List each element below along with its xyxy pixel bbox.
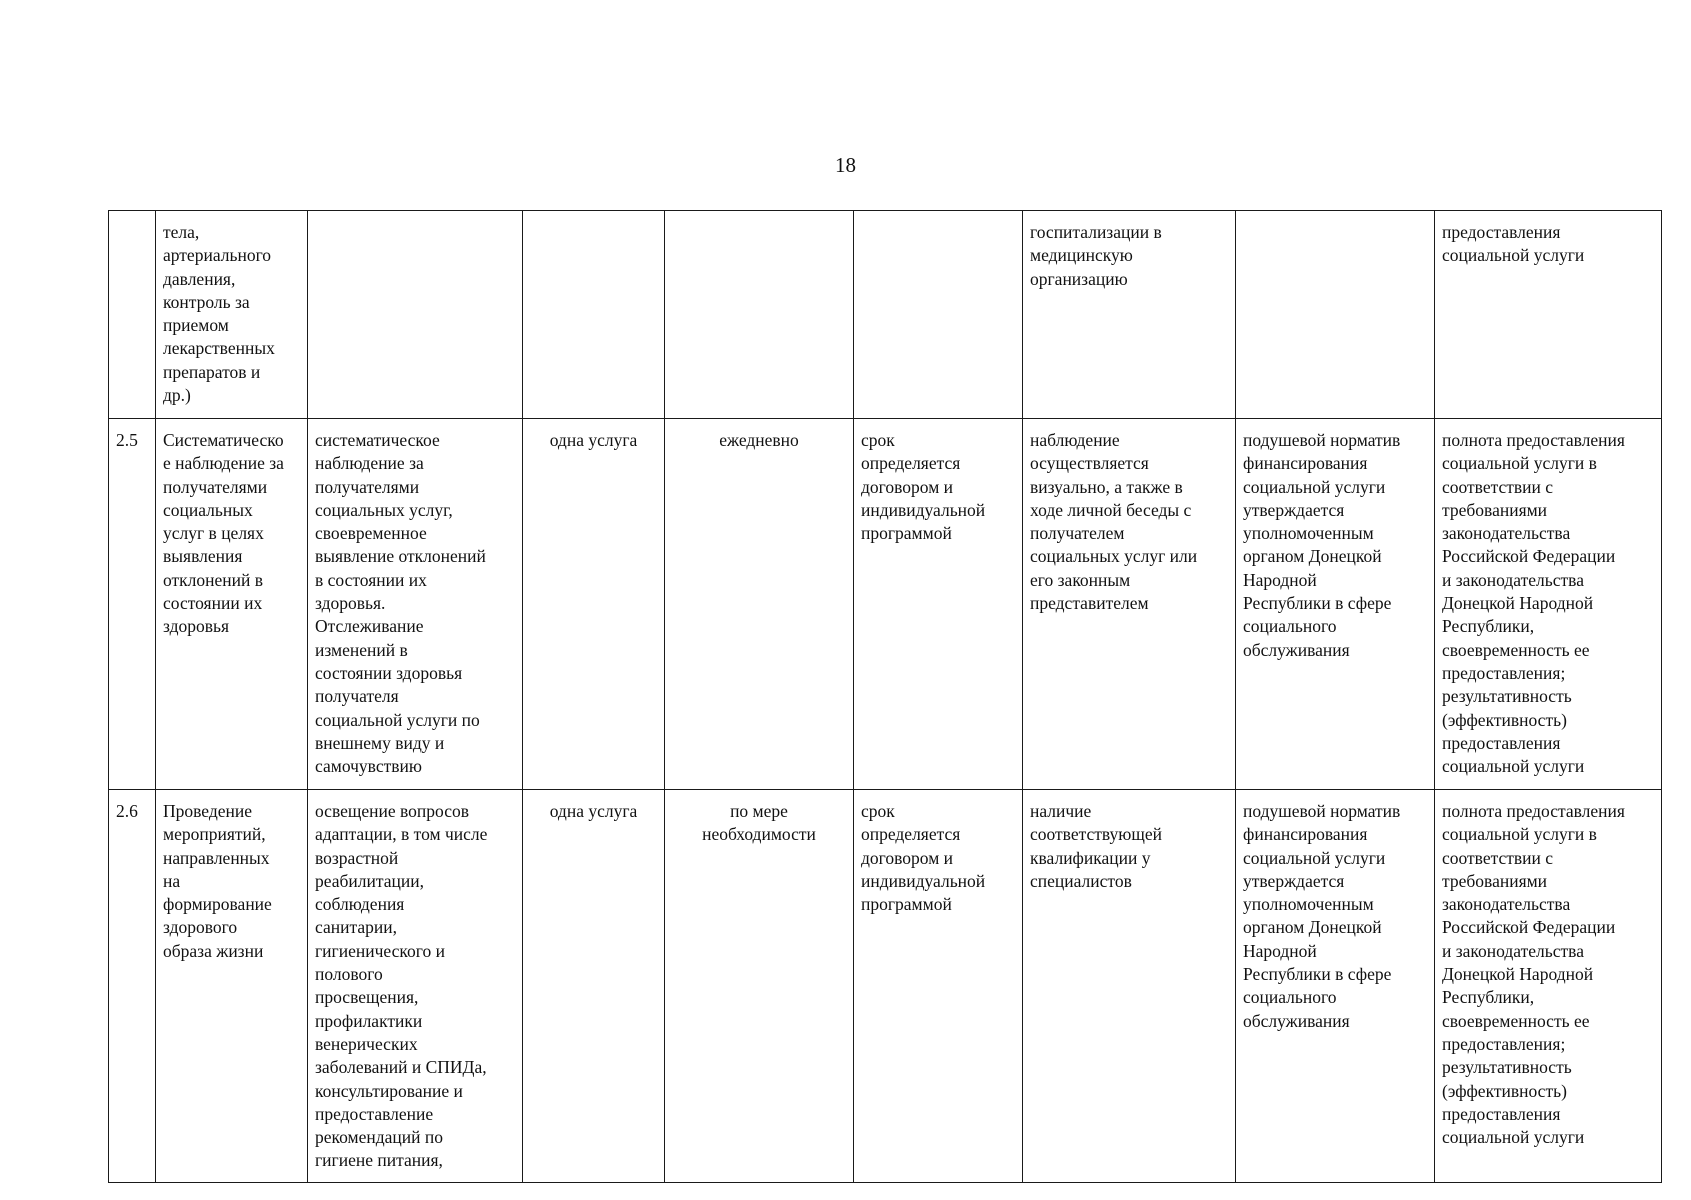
service-conditions: наблюдение осуществляется визуально, а также в ходе личной беседы с получателем социальных услуг или его законным представителем bbox=[1023, 419, 1236, 790]
service-unit: одна услуга bbox=[523, 419, 665, 790]
service-financing bbox=[1236, 211, 1435, 419]
service-name: Проведение мероприятий, направленных на формирование здорового образа жизни bbox=[156, 790, 308, 1183]
table-row bbox=[109, 211, 1662, 419]
service-description bbox=[308, 211, 523, 419]
service-quality: полнота предоставления социальной услуги в соответствии с требованиями законодательства Российской Федерации и законодательства Донецкой Народной Республики, своевременность ее предоставления; результативность (эффективность) предоставления социальной услуги bbox=[1435, 790, 1662, 1183]
row-number: 2.5 bbox=[109, 419, 156, 790]
service-unit bbox=[523, 211, 665, 419]
service-term: срок определяется договором и индивидуальной программой bbox=[854, 419, 1023, 790]
service-term bbox=[854, 211, 1023, 419]
table-row bbox=[109, 790, 1662, 1183]
table-row bbox=[109, 419, 1662, 790]
service-conditions: госпитализации в медицинскую организацию bbox=[1023, 211, 1236, 419]
service-quality: полнота предоставления социальной услуги в соответствии с требованиями законодательства Российской Федерации и законодательства Донецкой Народной Республики, своевременность ее предоставления; результативность (эффективность) предоставления социальной услуги bbox=[1435, 419, 1662, 790]
service-description: систематическое наблюдение за получателями социальных услуг, своевременное выявление отклонений в состоянии их здоровья. Отслеживание изменений в состоянии здоровья получателя социальной услуги по внешнему виду и самочувствию bbox=[308, 419, 523, 790]
row-number bbox=[109, 211, 156, 419]
services-table bbox=[108, 210, 1662, 1183]
service-financing: подушевой норматив финансирования социальной услуги утверждается уполномоченным органом Донецкой Народной Республики в сфере социального обслуживания bbox=[1236, 419, 1435, 790]
service-name: тела, артериального давления, контроль за приемом лекарственных препаратов и др.) bbox=[156, 211, 308, 419]
service-term: срок определяется договором и индивидуальной программой bbox=[854, 790, 1023, 1183]
service-unit: одна услуга bbox=[523, 790, 665, 1183]
row-number: 2.6 bbox=[109, 790, 156, 1183]
service-financing: подушевой норматив финансирования социальной услуги утверждается уполномоченным органом Донецкой Народной Республики в сфере социального обслуживания bbox=[1236, 790, 1435, 1183]
page-number: 18 bbox=[835, 153, 856, 177]
service-description: освещение вопросов адаптации, в том числе возрастной реабилитации, соблюдения санитарии, гигиенического и полового просвещения, профилактики венерических заболеваний и СПИДа, консультирование и предоставление рекомендаций по гигиене питания, bbox=[308, 790, 523, 1183]
service-periodicity bbox=[665, 211, 854, 419]
service-periodicity: ежедневно bbox=[665, 419, 854, 790]
service-quality: предоставления социальной услуги bbox=[1435, 211, 1662, 419]
service-periodicity: по мере необходимости bbox=[665, 790, 854, 1183]
service-conditions: наличие соответствующей квалификации у специалистов bbox=[1023, 790, 1236, 1183]
service-name: Систематическо е наблюдение за получателями социальных услуг в целях выявления отклонений в состоянии их здоровья bbox=[156, 419, 308, 790]
